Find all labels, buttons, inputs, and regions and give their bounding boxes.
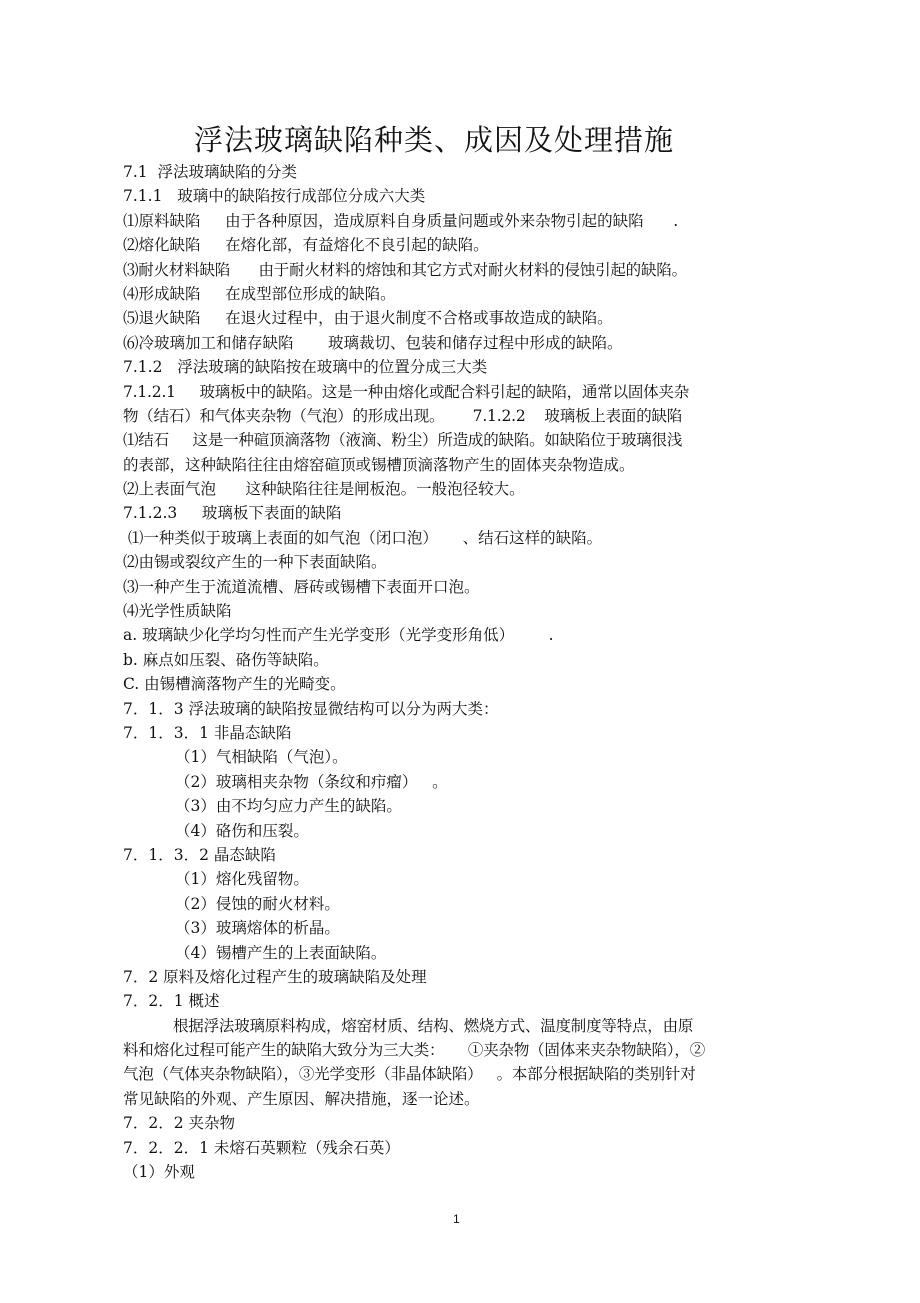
text-line: ⑵熔化缺陷 在熔化部，有益熔化不良引起的缺陷。 [123,236,489,255]
paragraph-line: 料和熔化过程可能产生的缺陷大致分为三大类： ①夹杂物（固体来夹杂物缺陷），② [123,1041,705,1060]
page-title: 浮法玻璃缺陷种类、成因及处理措施 [193,123,674,157]
document-body [123,160,813,1184]
paragraph-line: 常见缺陷的外观、产生原因、解决措施，逐一论述。 [123,1089,480,1108]
text-line: 7.1.2.1 玻璃板中的缺陷。这是一种由熔化或配合料引起的缺陷，通常以固体夹杂 [123,382,690,401]
text-line: 7．1．3．1 非晶态缺陷 [123,723,292,742]
text-line: 7.1.2 浮法玻璃的缺陷按在玻璃中的位置分成三大类 [123,358,488,377]
section-heading: 7．2 原料及熔化过程产生的玻璃缺陷及处理 [123,967,427,986]
text-line: ⑶一种产生于流道流槽、唇砖或锡槽下表面开口泡。 [123,577,480,596]
text-line: b. 麻点如压裂、硌伤等缺陷。 [123,650,329,669]
paragraph-line: 根据浮法玻璃原料构成，熔窑材质、结构、燃烧方式、温度制度等特点，由原 [173,1016,694,1035]
list-item: （1）气相缺陷（气泡）。 [175,748,348,767]
page-number: 1 [453,1212,460,1226]
text-line: ⑵由锡或裂纹产生的一种下表面缺陷。 [123,553,387,572]
list-item: （1）外观 [123,1163,195,1182]
section-heading: 7．2．2 夹杂物 [123,1114,236,1133]
list-item: （3）由不均匀应力产生的缺陷。 [175,797,402,816]
text-line: ⑵上表面气泡 这种缺陷往往是闸板泡。一般泡径较大。 [123,480,525,499]
section-heading: 7．1．3．2 晶态缺陷 [123,845,276,864]
section-heading: 7．2．1 概述 [123,992,220,1011]
list-item: （4）锡槽产生的上表面缺陷。 [175,943,387,962]
text-line: 7.1.1 玻璃中的缺陷按行成部位分成六大类 [123,187,426,206]
list-item: （1）熔化残留物。 [175,870,309,889]
text-line: 7.1 浮法玻璃缺陷的分类 [123,163,298,181]
list-item: （2）侵蚀的耐火材料。 [175,894,340,913]
paragraph-line: 气泡（气体夹杂物缺陷），③光学变形（非晶体缺陷） 。本部分根据缺陷的类别针对 [123,1065,696,1084]
list-item: （2）玻璃相夹杂物（条纹和疖瘤） 。 [175,772,448,791]
list-item: （3）玻璃熔体的析晶。 [175,919,340,938]
text-line: 7．1．3 浮法玻璃的缺陷按显微结构可以分为两大类： [123,699,499,718]
list-item: （4）硌伤和压裂。 [175,821,309,840]
text-line: ⑷形成缺陷 在成型部位形成的缺陷。 [123,284,396,303]
text-line: ⑷光学性质缺陷 [123,602,232,621]
text-line: ⑴原料缺陷 由于各种原因，造成原料自身质量问题或外来杂物引起的缺陷 . [123,211,679,230]
text-line: ⑶耐火材料缺陷 由于耐火材料的熔蚀和其它方式对耐火材料的侵蚀引起的缺陷。 [123,260,687,279]
text-line: ⑹冷玻璃加工和储存缺陷 玻璃裁切、包装和储存过程中形成的缺陷。 [123,333,623,352]
text-line: C. 由锡槽滴落物产生的光畸变。 [123,675,346,694]
text-line: ⑴一种类似于玻璃上表面的如气泡（闭口泡） 、结石这样的缺陷。 [123,528,603,547]
text-line: ⑸退火缺陷 在退火过程中，由于退火制度不合格或事故造成的缺陷。 [123,309,613,328]
section-heading: 7．2．2．1 未熔石英颗粒（残余石英） [123,1138,400,1157]
text-line: a. 玻璃缺少化学均匀性而产生光学变形（光学变形角低） . [123,626,554,645]
text-line: 物（结石）和气体夹杂物（气泡）的形成出现。 7.1.2.2 玻璃板上表面的缺陷 [123,406,683,425]
text-line: 的表部，这种缺陷往往由熔窑碹顶或锡槽顶滴落物产生的固体夹杂物造成。 [123,455,635,474]
text-line: 7.1.2.3 玻璃板下表面的缺陷 [123,504,342,523]
text-line: ⑴结石 这是一种碹顶滴落物（液滴、粉尘）所造成的缺陷。如缺陷位于玻璃很浅 [123,431,683,450]
